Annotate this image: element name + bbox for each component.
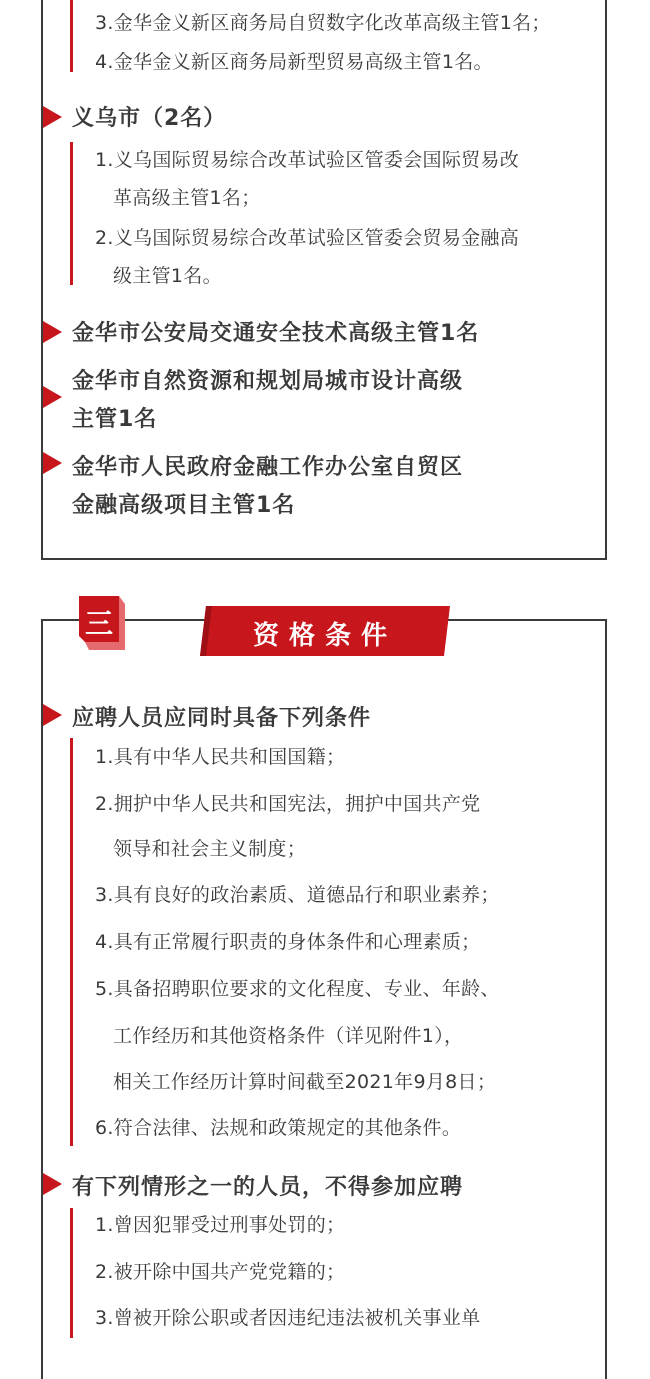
list-item-continuation: 工作经历和其他资格条件（详见附件1）， bbox=[113, 1025, 464, 1047]
list-accent-line bbox=[70, 0, 73, 72]
section-number-badge bbox=[79, 596, 125, 650]
list-item: 3.具有良好的政治素质、道德品行和职业素养； bbox=[95, 884, 500, 906]
list-item: 2.拥护中华人民共和国宪法，拥护中国共产党 bbox=[95, 793, 481, 815]
bullet-triangle-icon bbox=[43, 321, 62, 343]
list-item: 2.义乌国际贸易综合改革试验区管委会贸易金融高 bbox=[95, 227, 520, 249]
list-item: 1.曾因犯罪受过刑事处罚的； bbox=[95, 1214, 346, 1236]
bullet-triangle-icon bbox=[43, 452, 62, 474]
position-heading-finance-cont: 金融高级项目主管1名 bbox=[72, 493, 296, 518]
required-heading: 应聘人员应同时具备下列条件 bbox=[72, 706, 372, 731]
list-item: 6.符合法律、法规和政策规定的其他条件。 bbox=[95, 1117, 462, 1139]
section-number: 三 bbox=[84, 607, 113, 640]
region-heading-yiwu: 义乌市（2名） bbox=[72, 106, 227, 131]
list-item-continuation: 级主管1名。 bbox=[113, 265, 222, 287]
list-item: 1.义乌国际贸易综合改革试验区管委会国际贸易改 bbox=[95, 149, 520, 171]
bullet-triangle-icon bbox=[43, 386, 62, 408]
list-item: 1.具有中华人民共和国国籍； bbox=[95, 746, 346, 768]
position-heading-planning: 金华市自然资源和规划局城市设计高级 bbox=[72, 369, 464, 394]
section-title-banner bbox=[200, 606, 450, 656]
list-item: 4.具有正常履行职责的身体条件和心理素质； bbox=[95, 931, 481, 953]
list-item: 2.被开除中国共产党党籍的； bbox=[95, 1261, 346, 1283]
position-heading-finance: 金华市人民政府金融工作办公室自贸区 bbox=[72, 455, 464, 480]
bullet-triangle-icon bbox=[43, 1173, 62, 1195]
position-heading-planning-cont: 主管1名 bbox=[72, 407, 158, 432]
list-accent-line bbox=[70, 142, 73, 285]
list-item-continuation: 相关工作经历计算时间截至2021年9月8日； bbox=[113, 1071, 497, 1093]
list-item: 3.金华金义新区商务局自贸数字化改革高级主管1名； bbox=[95, 12, 551, 34]
list-accent-line bbox=[70, 1208, 73, 1338]
position-heading-police: 金华市公安局交通安全技术高级主管1名 bbox=[72, 321, 480, 346]
list-item: 3.曾被开除公职或者因违纪违法被机关事业单 bbox=[95, 1307, 481, 1329]
list-item-continuation: 领导和社会主义制度； bbox=[113, 838, 307, 860]
section-title: 资格条件 bbox=[252, 621, 397, 651]
list-item: 5.具备招聘职位要求的文化程度、专业、年龄、 bbox=[95, 978, 500, 1000]
list-item-continuation: 革高级主管1名； bbox=[113, 187, 261, 209]
bullet-triangle-icon bbox=[43, 106, 62, 128]
excluded-heading: 有下列情形之一的人员，不得参加应聘 bbox=[72, 1175, 464, 1200]
bullet-triangle-icon bbox=[43, 704, 62, 726]
list-item: 4.金华金义新区商务局新型贸易高级主管1名。 bbox=[95, 51, 493, 73]
list-accent-line bbox=[70, 738, 73, 1146]
